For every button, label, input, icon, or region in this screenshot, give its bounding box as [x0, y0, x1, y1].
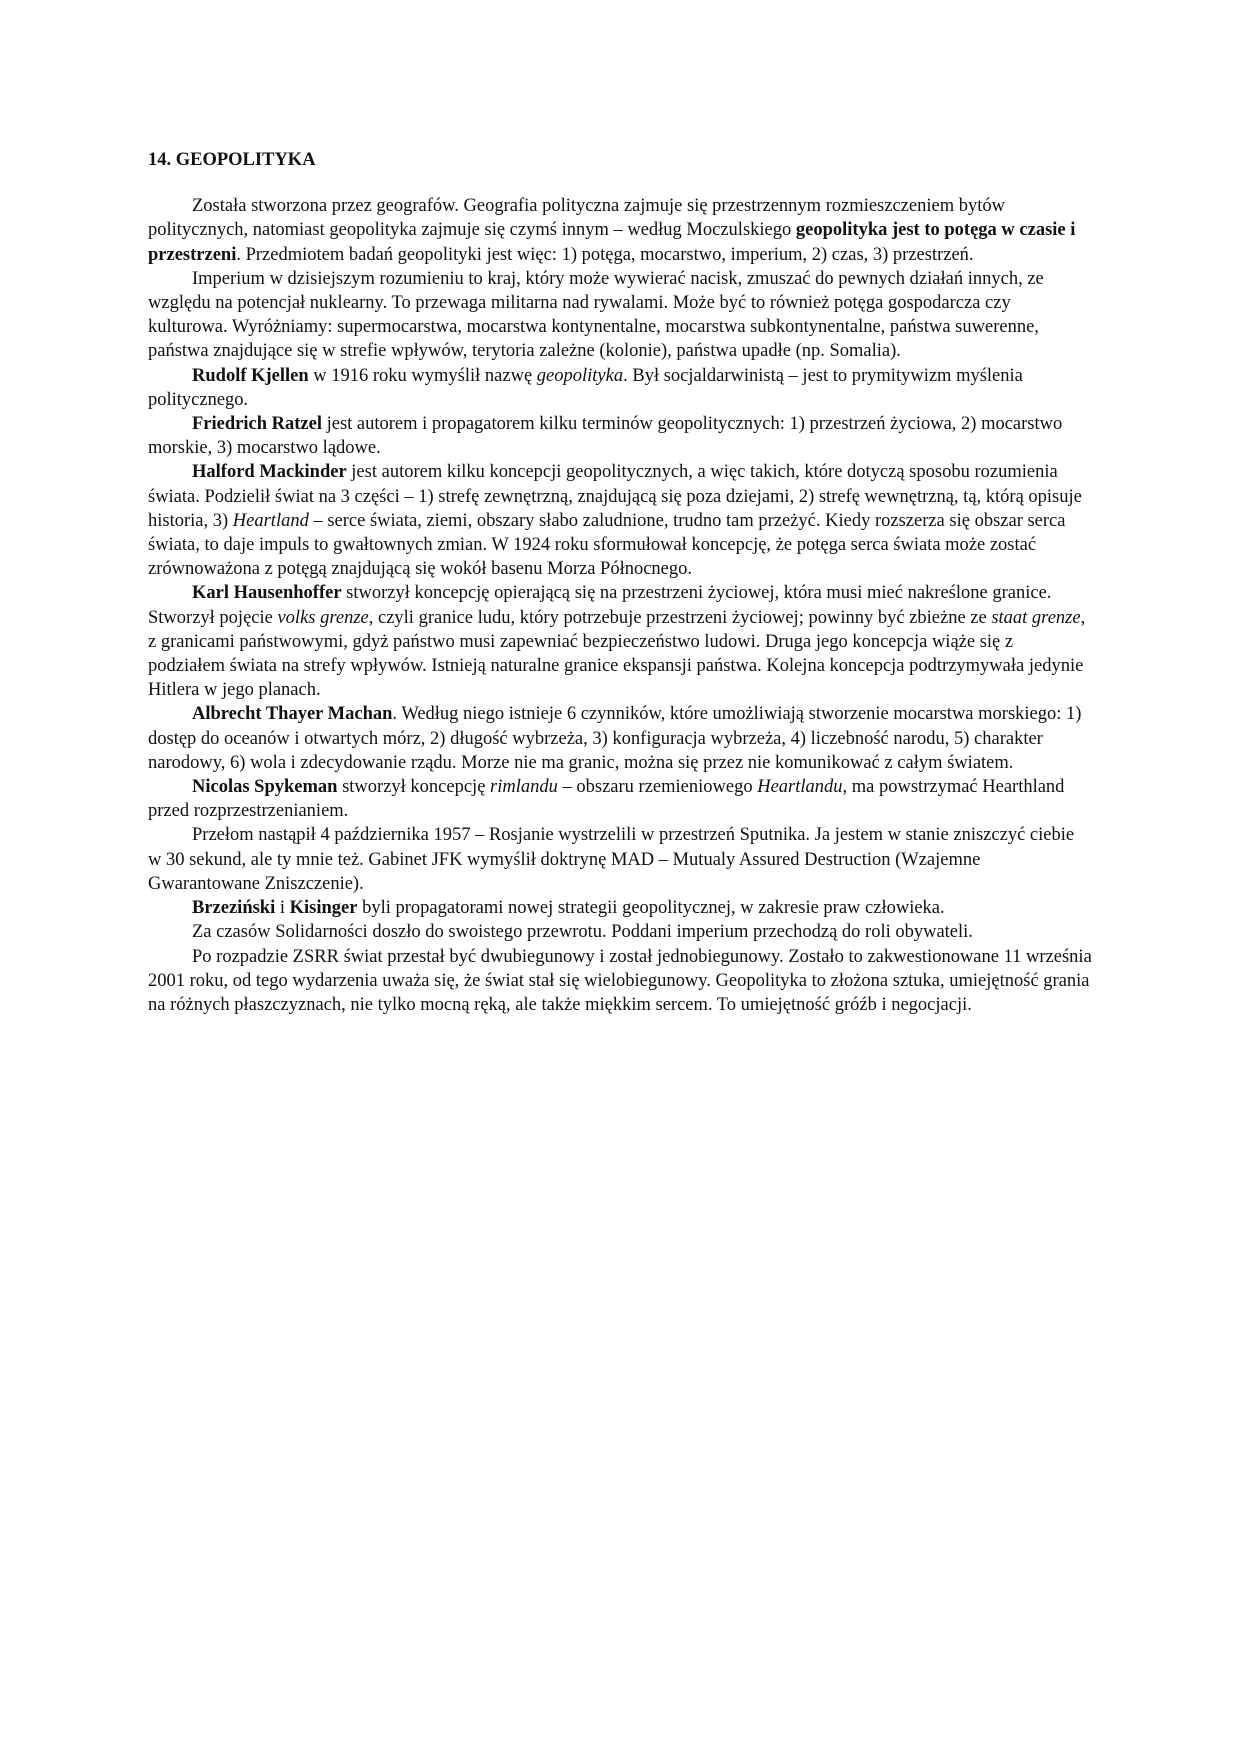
paragraph — [148, 775, 1092, 823]
document-heading: 14. GEOPOLITYKA — [148, 150, 316, 170]
paragraph — [148, 364, 1092, 412]
paragraph — [148, 920, 1092, 944]
bold-text: Rudolf Kjellen — [192, 365, 309, 386]
bold-text: Karl Hausenhoffer — [192, 583, 342, 604]
italic-text: rimlandu — [490, 777, 558, 798]
bold-text: Albrecht Thayer Machan — [192, 704, 393, 725]
bold-text: Kisinger — [289, 898, 358, 919]
document-body — [148, 148, 1092, 1017]
paragraph — [148, 823, 1092, 896]
paragraph-text: , czyli granice ludu, który potrzebuje przestrzeni życiowej; powinny być zbieżne ze — [368, 607, 992, 628]
italic-text: geopolityka — [536, 365, 624, 386]
paragraph-text: Imperium w dzisiejszym rozumieniu to kraj, który może wywierać nacisk, zmuszać do pewnych działań innych, ze względu na potencjał nuklearny. To przewaga militarna nad rywalami. Może być to również potęga gospodarcza czy kulturowa. Wyróżniamy: supermocarstwa, mocarstwa kontynentalne, mocarstwa subkontynentalne, państwa suwerenne, państwa znajdujące się w strefie wpływów, terytoria zależne (kolonie), państwa upadłe (np. Somalia). — [148, 268, 1044, 362]
paragraph-text: . Był socjaldarwinistą – jest to prymitywizm myślenia politycznego. — [148, 365, 1023, 410]
paragraph-text: byli propagatorami nowej strategii geopolitycznej, w zakresie praw człowieka. — [357, 898, 945, 919]
italic-text: staat grenze — [991, 607, 1081, 628]
paragraph-text: – serce świata, ziemi, obszary słabo zaludnione, trudno tam przeżyć. Kiedy rozszerza się obszar serca świata, to daje impuls to gwałtownych zmian. W 1924 roku sformułował koncepcję, że potęga serca świata może zostać zrównoważona z potęgą znajdującą się wokół basenu Morza Północnego. — [148, 510, 1066, 580]
paragraph-text: i — [275, 898, 290, 919]
paragraph-text: jest autorem i propagatorem kilku terminów geopolitycznych: 1) przestrzeń życiowa, 2) mocarstwo morskie, 3) mocarstwo lądowe. — [148, 414, 1063, 459]
paragraph — [148, 945, 1092, 1018]
paragraph-text: Za czasów Solidarności doszło do swoistego przewrotu. Poddani imperium przechodzą do roli obywateli. — [192, 922, 973, 943]
bold-text: Nicolas Spykeman — [192, 777, 338, 798]
paragraph — [148, 194, 1092, 267]
paragraph — [148, 412, 1092, 460]
bold-text: Halford Mackinder — [192, 462, 347, 483]
paragraph — [148, 702, 1092, 775]
paragraph — [148, 581, 1092, 702]
paragraph-list — [148, 194, 1092, 1017]
paragraph-text: – obszaru rzemieniowego — [557, 777, 758, 798]
italic-text: Heartlandu — [757, 777, 843, 798]
paragraph-text: Po rozpadzie ZSRR świat przestał być dwubiegunowy i został jednobiegunowy. Zostało to zakwestionowane 11 września 2001 roku, od tego wydarzenia uważa się, że świat stał się wielobiegunowy. Geopolityka to złożona sztuka, umiejętność grania na różnych płaszczyznach, nie tylko mocną ręką, ale także miękkim sercem. To umiejętność gróźb i negocjacji. — [148, 946, 1092, 1015]
paragraph-text: , z granicami państwowymi, gdyż państwo musi zapewniać bezpieczeństwo ludowi. Druga jego koncepcja wiąże się z podziałem świata na strefy wpływów. Istnieją naturalne granice ekspansji państwa. Kolejna koncepcja podtrzymywała jedynie Hitlera w jego planach. — [148, 607, 1086, 701]
paragraph-text: Przełom nastąpił 4 października 1957 – Rosjanie wystrzelili w przestrzeń Sputnika. Ja jestem w stanie zniszczyć ciebie w 30 sekund, ale ty mnie też. Gabinet JFK wymyślił doktrynę MAD – Mutualy Assured Destruction (Wzajemne Gwarantowane Zniszczenie). — [148, 825, 1075, 894]
paragraph-text: Została stworzona przez geografów. Geografia polityczna zajmuje się przestrzennym rozmieszczeniem bytów politycznych, natomiast geopolityka zajmuje się czymś innym – według Moczulskiego — [148, 196, 1005, 241]
paragraph — [148, 896, 1092, 920]
paragraph-text: stworzył koncepcję opierającą się na przestrzeni życiowej, która musi mieć nakreślone granice. Stworzył pojęcie — [148, 583, 1052, 628]
paragraph-text: stworzył koncepcję — [337, 777, 491, 798]
italic-text: volks grenze — [277, 607, 369, 628]
bold-text: geopolityka jest to potęga w czasie i przestrzeni — [148, 220, 1076, 265]
paragraph-text: w 1916 roku wymyślił nazwę — [308, 365, 537, 386]
paragraph-text: , ma powstrzymać Hearthland przed rozprzestrzenianiem. — [148, 777, 1065, 822]
paragraph — [148, 267, 1092, 364]
paragraph — [148, 460, 1092, 581]
bold-text: Friedrich Ratzel — [192, 414, 322, 435]
italic-text: Heartland — [232, 510, 309, 531]
paragraph-text: jest autorem kilku koncepcji geopolitycznych, a więc takich, które dotyczą sposobu rozumienia świata. Podzielił świat na 3 części – 1) strefę zewnętrzną, znajdującą się poza dziejami, 2) strefę wewnętrzną, tą, którą opisuje historia, 3) — [148, 462, 1082, 531]
paragraph-text: . Według niego istnieje 6 czynników, które umożliwiają stworzenie mocarstwa morskiego: 1) dostęp do oceanów i otwartych mórz, 2) długość wybrzeża, 3) konfiguracja wybrzeża, 4) liczebność narodu, 5) charakter narodowy, 6) wola i zdecydowanie rządu. Morze nie ma granic, można się przez nie komunikować z całym światem. — [148, 704, 1082, 773]
paragraph-text: . Przedmiotem badań geopolityki jest więc: 1) potęga, mocarstwo, imperium, 2) czas, 3) przestrzeń. — [236, 244, 974, 265]
bold-text: Brzeziński — [192, 898, 276, 919]
